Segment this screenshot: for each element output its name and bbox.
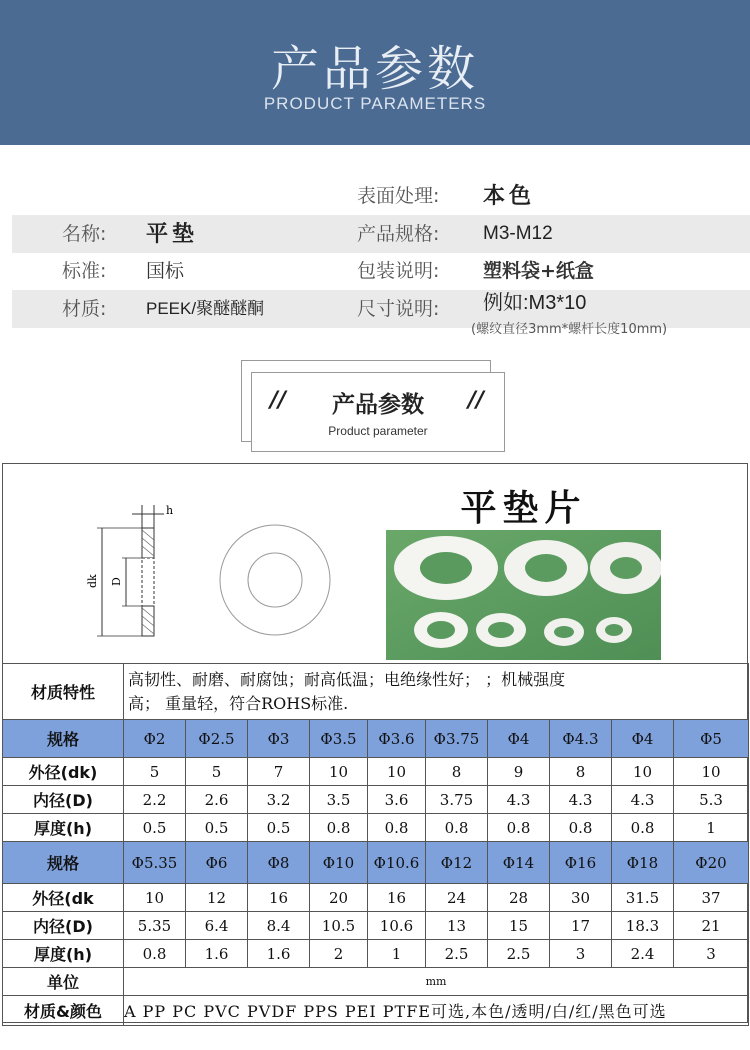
od-cell: 10: [310, 758, 368, 786]
th-cell: 2.5: [426, 940, 488, 968]
spec-cell: Φ4: [612, 720, 674, 758]
spec-cell: Φ14: [488, 842, 550, 884]
id-label-1: 内径(D): [3, 786, 124, 814]
spec-cell: Φ2.5: [186, 720, 248, 758]
id-cell: 3.5: [310, 786, 368, 814]
spec-cell: Φ3: [248, 720, 310, 758]
label-dk: dk: [86, 574, 99, 588]
feature-label: 材质特性: [3, 664, 124, 720]
id-cell: 10.5: [310, 912, 368, 940]
id-row-2: [3, 912, 749, 940]
material-color-label: 材质&颜色: [3, 996, 124, 1026]
th-cell: 0.8: [310, 814, 368, 842]
spec-cell: Φ12: [426, 842, 488, 884]
param-row-standard: [12, 252, 750, 290]
th-label-1: 厚度(h): [3, 814, 124, 842]
th-row-1: [3, 814, 749, 842]
od-cell: 31.5: [612, 884, 674, 912]
surface-value: 本色: [483, 183, 536, 209]
id-cell: 15: [488, 912, 550, 940]
th-cell: 0.5: [124, 814, 186, 842]
id-cell: 2.6: [186, 786, 248, 814]
od-cell: 37: [674, 884, 749, 912]
od-cell: 10: [368, 758, 426, 786]
od-cell: 10: [612, 758, 674, 786]
spec-cell: Φ5: [674, 720, 749, 758]
spec-cell: Φ10.6: [368, 842, 426, 884]
id-cell: 3.2: [248, 786, 310, 814]
label-d: D: [110, 577, 123, 586]
spec-cell: Φ2: [124, 720, 186, 758]
spec-cell: Φ3.75: [426, 720, 488, 758]
spec-cell: Φ18: [612, 842, 674, 884]
standard-label: 标准:: [62, 260, 107, 282]
id-row-1: [3, 786, 749, 814]
id-cell: 4.3: [550, 786, 612, 814]
th-cell: 3: [674, 940, 749, 968]
standard-value: 国标: [146, 260, 185, 282]
spec-label-2: 规格: [3, 842, 124, 884]
spec-cell: Φ6: [186, 842, 248, 884]
side-view-drawing: [82, 500, 192, 650]
banner-subtitle: PRODUCT PARAMETERS: [263, 94, 487, 113]
th-cell: 1: [368, 940, 426, 968]
id-cell: 8.4: [248, 912, 310, 940]
package-value: 塑料袋+纸盒: [483, 260, 594, 282]
material-row: [3, 996, 749, 1026]
od-label-2: 外径(dk: [3, 884, 124, 912]
od-cell: 16: [368, 884, 426, 912]
th-cell: 1: [674, 814, 749, 842]
spec-cell: Φ4.3: [550, 720, 612, 758]
feature-row: [3, 664, 749, 720]
id-cell: 21: [674, 912, 749, 940]
spec-row-1: [3, 720, 749, 758]
section-slash-right: //: [468, 388, 485, 413]
od-cell: 30: [550, 884, 612, 912]
label-h: h: [166, 504, 174, 517]
od-cell: 10: [674, 758, 749, 786]
od-cell: 8: [550, 758, 612, 786]
size-value: 例如:M3*10: [483, 292, 587, 314]
id-cell: 13: [426, 912, 488, 940]
od-cell: 12: [186, 884, 248, 912]
material-value: PEEK/聚醚醚酮: [146, 299, 265, 318]
od-cell: 5: [124, 758, 186, 786]
feature-line-1: 高韧性、耐磨、耐腐蚀；耐高低温；电绝缘性好； ；机械强度: [128, 669, 566, 689]
material-color-value: A PP PC PVC PVDF PPS PEI PTFE可选,本色/透明/白/红/黑色可选: [124, 996, 749, 1026]
name-value: 平垫: [146, 221, 199, 247]
od-cell: 8: [426, 758, 488, 786]
th-cell: 0.8: [488, 814, 550, 842]
th-cell: 0.5: [186, 814, 248, 842]
feature-text: [124, 664, 749, 720]
front-view-drawing: [215, 520, 335, 640]
param-row-surface: [12, 177, 750, 215]
id-cell: 17: [550, 912, 612, 940]
spec-cell: Φ3.6: [368, 720, 426, 758]
spec-value: M3-M12: [483, 223, 553, 244]
unit-value: mm: [124, 968, 749, 996]
th-cell: 0.8: [368, 814, 426, 842]
th-cell: 2.4: [612, 940, 674, 968]
th-cell: 1.6: [186, 940, 248, 968]
th-label-2: 厚度(h): [3, 940, 124, 968]
spec-cell: Φ16: [550, 842, 612, 884]
header-banner: [0, 0, 750, 145]
od-cell: 28: [488, 884, 550, 912]
id-cell: 3.6: [368, 786, 426, 814]
th-cell: 0.8: [612, 814, 674, 842]
th-cell: 0.8: [426, 814, 488, 842]
size-note: (螺纹直径3mm*螺杆长度10mm): [471, 322, 668, 337]
id-cell: 5.35: [124, 912, 186, 940]
unit-label: 单位: [3, 968, 124, 996]
id-cell: 4.3: [612, 786, 674, 814]
id-cell: 3.75: [426, 786, 488, 814]
od-cell: 20: [310, 884, 368, 912]
spec-cell: Φ5.35: [124, 842, 186, 884]
th-cell: 0.5: [248, 814, 310, 842]
od-cell: 16: [248, 884, 310, 912]
th-cell: 1.6: [248, 940, 310, 968]
material-label: 材质:: [62, 298, 107, 320]
id-cell: 5.3: [674, 786, 749, 814]
spec-cell: Φ10: [310, 842, 368, 884]
spec-label: 产品规格:: [357, 223, 440, 245]
surface-label: 表面处理:: [357, 185, 440, 207]
id-cell: 2.2: [124, 786, 186, 814]
id-cell: 4.3: [488, 786, 550, 814]
th-cell: 2: [310, 940, 368, 968]
th-row-2: [3, 940, 749, 968]
product-photo: [386, 530, 661, 660]
th-cell: 3: [550, 940, 612, 968]
param-row-name: [12, 215, 750, 253]
id-cell: 18.3: [612, 912, 674, 940]
th-cell: 0.8: [550, 814, 612, 842]
th-cell: 0.8: [124, 940, 186, 968]
size-label: 尺寸说明:: [357, 298, 440, 320]
od-cell: 24: [426, 884, 488, 912]
id-cell: 10.6: [368, 912, 426, 940]
unit-row: [3, 968, 749, 996]
section-subtitle: Product parameter: [328, 424, 428, 438]
id-label-2: 内径(D): [3, 912, 124, 940]
th-cell: 2.5: [488, 940, 550, 968]
banner-title: 产品参数: [270, 41, 479, 97]
spec-row-2: [3, 842, 749, 884]
package-label: 包装说明:: [357, 260, 440, 282]
section-title: 产品参数: [332, 392, 424, 418]
photo-title: 平垫片: [460, 488, 587, 529]
spec-label-1: 规格: [3, 720, 124, 758]
id-cell: 6.4: [186, 912, 248, 940]
feature-line-2: 高； 重量轻，符合ROHS标准.: [128, 693, 349, 713]
spec-cell: Φ20: [674, 842, 749, 884]
spec-cell: Φ8: [248, 842, 310, 884]
section-slash-left: //: [270, 388, 287, 413]
od-cell: 5: [186, 758, 248, 786]
name-label: 名称:: [62, 223, 107, 245]
od-row-2: [3, 884, 749, 912]
od-cell: 9: [488, 758, 550, 786]
spec-cell: Φ4: [488, 720, 550, 758]
spec-cell: Φ3.5: [310, 720, 368, 758]
spec-table: [2, 663, 749, 1026]
od-label-1: 外径(dk): [3, 758, 124, 786]
od-cell: 10: [124, 884, 186, 912]
od-cell: 7: [248, 758, 310, 786]
od-row-1: [3, 758, 749, 786]
